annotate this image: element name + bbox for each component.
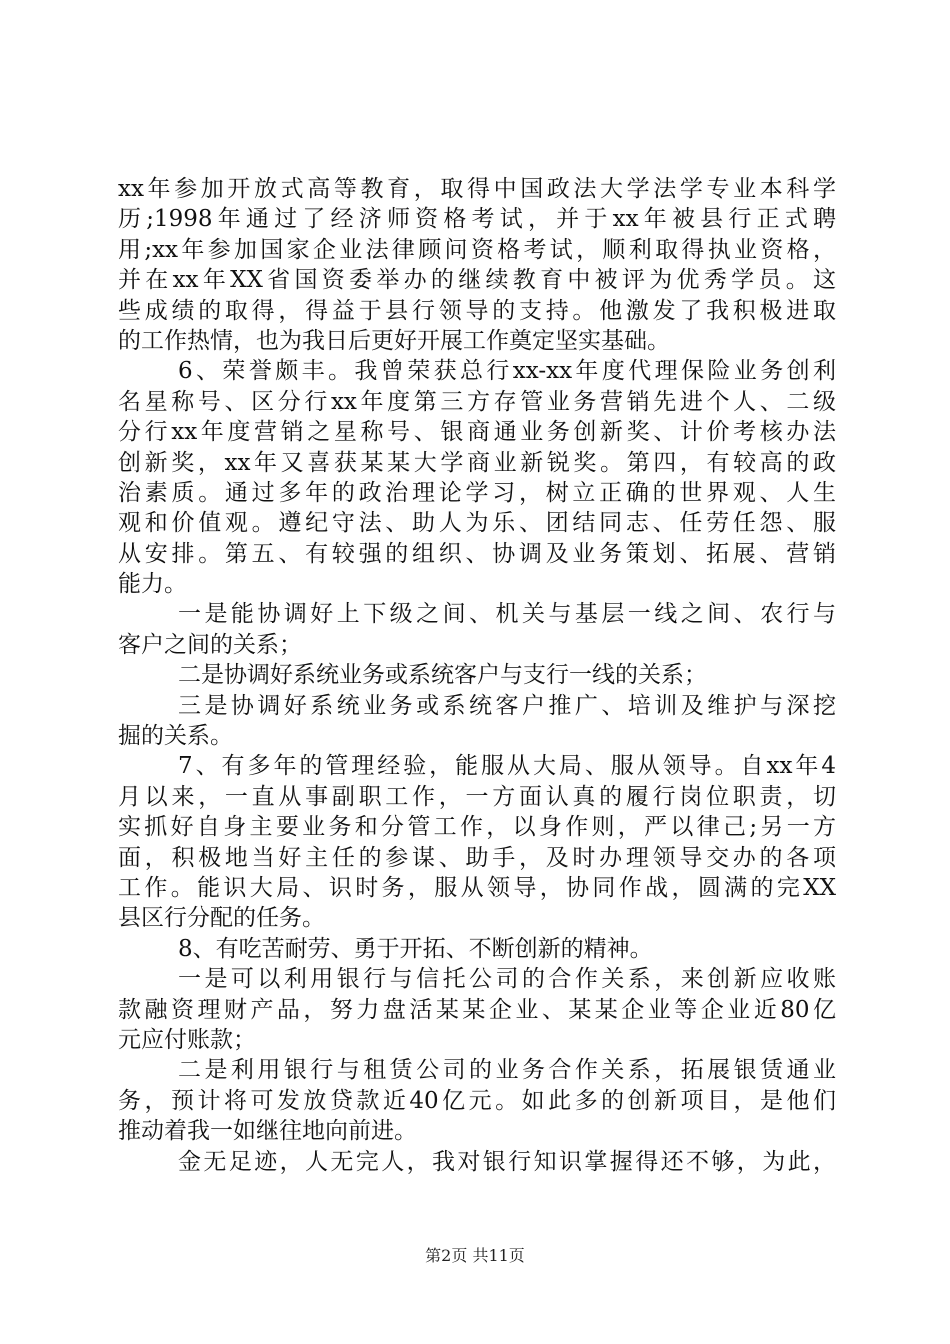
text-line: 一是可以利用银行与信托公司的合作关系，来创新应收账 (178, 966, 836, 993)
text-line: 月以来，一直从事副职工作，一方面认真的履行岗位职责，切 (118, 783, 836, 810)
text-line: 些成绩的取得，得益于县行领导的支持。他激发了我积极进取 (118, 297, 836, 324)
text-line: 一是能协调好上下级之间、机关与基层一线之间、农行与 (178, 601, 836, 628)
text-line: 分行xx年度营销之星称号、银商通业务创新奖、计价考核办法 (118, 419, 836, 446)
text-line: 用;xx年参加国家企业法律顾问资格考试，顺利取得执业资格， (118, 236, 836, 263)
text-line: 推动着我一如继往地向前进。 (118, 1118, 417, 1145)
text-line: xx年参加开放式高等教育，取得中国政法大学法学专业本科学 (118, 176, 836, 202)
text-line: 能力。 (118, 571, 187, 598)
text-line: 掘的关系。 (118, 723, 233, 750)
text-line: 工作。能识大局、识时务，服从领导，协同作战，圆满的完XX (118, 874, 836, 901)
text-line: 从安排。第五、有较强的组织、协调及业务策划、拓展、营销 (118, 540, 836, 567)
text-line: 县区行分配的任务。 (118, 905, 325, 932)
text-line: 金无足迹，人无完人，我对银行知识掌握得还不够，为此， (178, 1148, 836, 1175)
text-line: 元应付账款； (118, 1026, 256, 1053)
text-line: 创新奖，xx年又喜获某某大学商业新锐奖。第四，有较高的政 (118, 449, 836, 476)
text-line: 二是协调好系统业务或系统客户与支行一线的关系； (178, 662, 707, 689)
page-number-footer: 第2页 共11页 (425, 1246, 525, 1265)
text-line: 三是协调好系统业务或系统客户推广、培训及维护与深挖 (178, 692, 836, 719)
text-line: 名星称号、区分行xx年度第三方存管业务营销先进个人、二级 (118, 388, 836, 415)
text-line: 6、荣誉颇丰。我曾荣获总行xx-xx年度代理保险业务创利 (178, 358, 836, 385)
text-line: 并在xx年XX省国资委举办的继续教育中被评为优秀学员。这 (118, 267, 836, 294)
text-line: 实抓好自身主要业务和分管工作，以身作则，严以律己;另一方 (118, 814, 836, 841)
text-line: 二是利用银行与租赁公司的业务合作关系，拓展银赁通业 (178, 1057, 836, 1084)
text-line: 7、有多年的管理经验，能服从大局、服从领导。自xx年4 (178, 753, 836, 780)
text-line: 客户之间的关系； (118, 631, 302, 658)
text-line: 的工作热情，也为我日后更好开展工作奠定坚实基础。 (118, 327, 670, 354)
body-text (118, 174, 836, 1177)
text-line: 务，预计将可发放贷款近40亿元。如此多的创新项目，是他们 (118, 1087, 836, 1114)
text-line: 观和价值观。遵纪守法、助人为乐、团结同志、任劳任怨、服 (118, 510, 836, 537)
text-line: 历;1998年通过了经济师资格考试，并于xx年被县行正式聘 (118, 206, 836, 233)
text-line: 款融资理财产品，努力盘活某某企业、某某企业等企业近80亿 (118, 996, 836, 1023)
text-line: 治素质。通过多年的政治理论学习，树立正确的世界观、人生 (118, 479, 836, 506)
text-line: 8、有吃苦耐劳、勇于开拓、不断创新的精神。 (178, 935, 653, 962)
text-line: 面，积极地当好主任的参谋、助手，及时办理领导交办的各项 (118, 844, 836, 871)
